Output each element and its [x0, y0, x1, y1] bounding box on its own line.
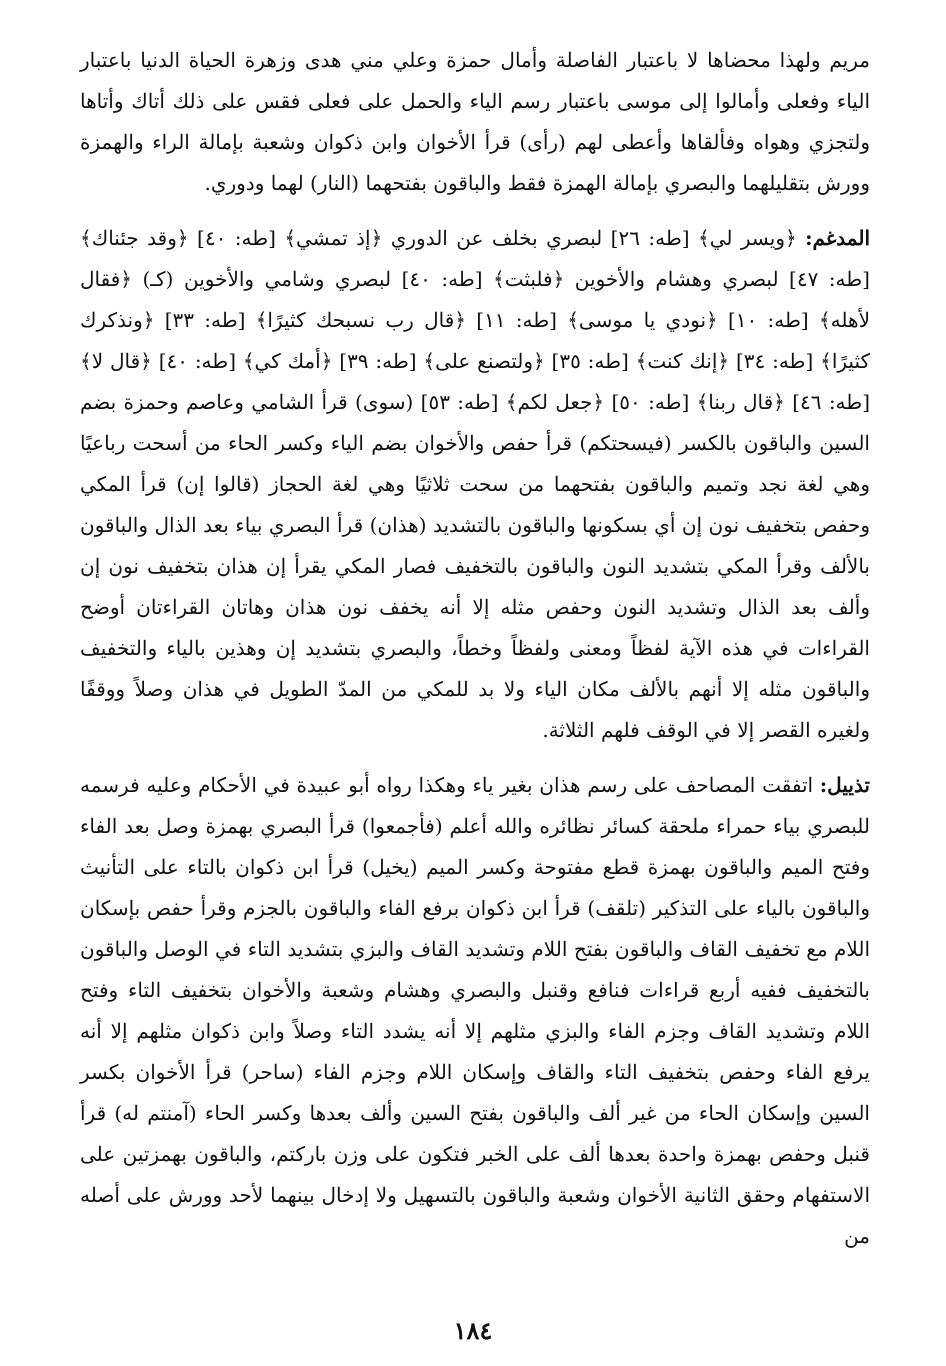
paragraph-mudgham	[80, 218, 870, 751]
paragraph-lead: تذييل:	[819, 773, 870, 797]
page-number: ١٨٤	[453, 1316, 493, 1345]
paragraph-text: ﴿ويسر لي﴾ [طه: ٢٦] لبصري بخلف عن الدوري ﴿إذ تمشي﴾ [طه: ٤٠] ﴿وقد جئناك﴾ [طه: ٤٧] لبصري وهشام والأخوين ﴿فلبثت﴾ [طه: ٤٠] لبصري وشامي والأخوين (كـ) ﴿فقال لأهله﴾ [طه: ١٠] ﴿نودي يا موسى﴾ [طه: ١١] ﴿قال رب نسبحك كثيرًا﴾ [طه: ٣٣] ﴿ونذكرك كثيرًا﴾ [طه: ٣٤] ﴿إنك كنت﴾ [طه: ٣٥] ﴿ولتصنع على﴾ [طه: ٣٩] ﴿أمك كي﴾ [طه: ٤٠] ﴿قال لا﴾ [طه: ٤٦] ﴿قال ربنا﴾ [طه: ٥٠] ﴿جعل لكم﴾ [طه: ٥٣] (سوى) قرأ الشامي وعاصم وحمزة بضم السين والباقون بالكسر (فيسحتكم) قرأ حفص والأخوان بضم الياء وكسر الحاء من أسحت رباعيًا وهي لغة نجد وتميم والباقون بفتحهما من سحت ثلاثيًا وهي لغة الحجاز (قالوا إن) قرأ المكي وحفص بتخفيف نون إن أي بسكونها والباقون بالتشديد (هذان) قرأ البصري بياء بعد الذال والباقون بالألف وقرأ المكي بتشديد النون والباقون بالتخفيف فصار المكي يقرأ إن هذان بتخفيف نون إن وألف بعد الذال وتشديد النون وحفص مثله إلا أنه يخفف نون هذان وهاتان القراءتان أوضح القراءات في هذه الآية لفظاً ومعنى ولفظاً وخطاً، والبصري بتشديد إن وهذين بالياء والتخفيف والباقون مثله إلا أنهم بالألف مكان الياء ولا بد للمكي من المدّ الطويل في هذان وصلاً ووقفًا ولغيره القصر إلا في الوقف فلهم الثلاثة.	[80, 226, 871, 742]
paragraph-text: اتفقت المصاحف على رسم هذان بغير ياء وهكذا رواه أبو عبيدة في الأحكام وعليه فرسمه للبصري بياء حمراء ملحقة كسائر نظائره والله أعلم (فأجمعوا) قرأ البصري بهمزة وصل بعد الفاء وفتح الميم والباقون بهمزة قطع مفتوحة وكسر الميم (يخيل) قرأ ابن ذكوان بالتاء على التأنيث والباقون بالياء على التذكير (تلقف) قرأ ابن ذكوان برفع الفاء والباقون بالجزم وقرأ حفص بإسكان اللام مع تخفيف القاف والباقون بفتح اللام وتشديد القاف والبزي بتشديد التاء في الوصل والباقون بالتخفيف ففيه أربع قراءات فنافع وقنبل والبصري وهشام وشعبة والأخوان بتخفيف التاء وفتح اللام وتشديد القاف وجزم الفاء والبزي مثلهم إلا أنه يشدد التاء وصلاً وابن ذكوان مثلهم إلا أنه يرفع الفاء وحفص بتخفيف التاء والقاف وإسكان اللام وجزم الفاء (ساحر) قرأ الأخوان بكسر السين وإسكان الحاء من غير ألف والباقون بفتح السين وألف بعدها وكسر الحاء (آمنتم له) قرأ قنبل وحفص بهمزة واحدة بعدها ألف على الخبر فتكون على وزن باركتم، والباقون بهمزتين على الاستفهام وحقق الثانية الأخوان وشعبة والباقون بالتسهيل ولا إدخال بينهما لأحد وورش على أصله من	[80, 773, 870, 1248]
paragraph-text: مريم ولهذا محضاها لا باعتبار الفاصلة وأمال حمزة وعلي مني هدى وزهرة الحياة الدنيا باعتبار الياء وفعلى وأمالوا إلى موسى باعتبار رسم الياء والحمل على فعلى فقس على ذلك أتاك وأتاها ولتجزي وهواه وفألقاها وأعطى لهم (رأى) قرأ الأخوان وابن ذكوان وشعبة بإمالة الراء والهمزة وورش بتقليلهما والبصري بإمالة الهمزة فقط والباقون بفتحهما (النار) لهما ودوري.	[80, 48, 870, 195]
paragraph-lead: المدغم:	[805, 226, 871, 250]
paragraph-intro	[80, 40, 870, 204]
paragraph-tadhyeel	[80, 765, 870, 1257]
page-body	[80, 40, 870, 1257]
